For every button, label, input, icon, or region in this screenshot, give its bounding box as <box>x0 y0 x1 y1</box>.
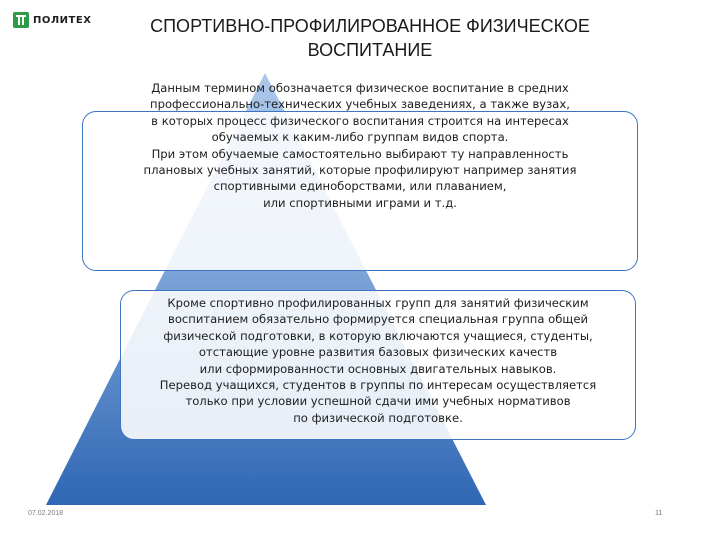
title-line: ВОСПИТАНИЕ <box>307 40 433 60</box>
logo-text: ПОЛИТЕХ <box>33 14 92 26</box>
text-line: спортивными единоборствами, или плаванием, <box>213 179 507 194</box>
text-line: обучаемых к каким-либо группам видов спорта. <box>211 130 509 145</box>
title-line: СПОРТИВНО-ПРОФИЛИРОВАННОЕ ФИЗИЧЕСКОЕ <box>150 16 590 36</box>
slide-date: 07.02.2018 <box>28 510 64 517</box>
text-line: в которых процесс физического воспитания строится на интересах <box>151 113 569 128</box>
text-line: Кроме спортивно профилированных групп для занятий физическим <box>167 296 589 310</box>
text-line: по физической подготовке. <box>293 410 463 425</box>
text-line: плановых учебных занятий, которые профилируют например занятия <box>143 163 577 178</box>
text-line: отстающие уровне развития базовых физических качеств <box>198 345 558 360</box>
text-line: Данным термином обозначается физическое воспитание в средних <box>151 81 569 95</box>
page-number: 11 <box>655 510 663 517</box>
text-line: Перевод учащихся, студентов в группы по интересам осуществляется <box>159 378 597 393</box>
text-line: только при условии успешной сдачи ими учебных нормативов <box>185 394 571 409</box>
definition-text <box>100 80 620 211</box>
text-line: воспитанием обязательно формируется специальная группа общей <box>167 312 588 327</box>
text-line: профессионально-технических учебных заведениях, а также вузах, <box>150 97 570 112</box>
text-line: физической подготовки, в которую включаются учащиеся, студенты, <box>163 328 593 343</box>
general-group-text <box>120 295 636 426</box>
text-line: или сформированности основных двигательных навыков. <box>199 361 557 376</box>
text-line: При этом обучаемые самостоятельно выбирают ту направленность <box>151 146 569 161</box>
text-line: или спортивными играми и т.д. <box>263 195 457 210</box>
